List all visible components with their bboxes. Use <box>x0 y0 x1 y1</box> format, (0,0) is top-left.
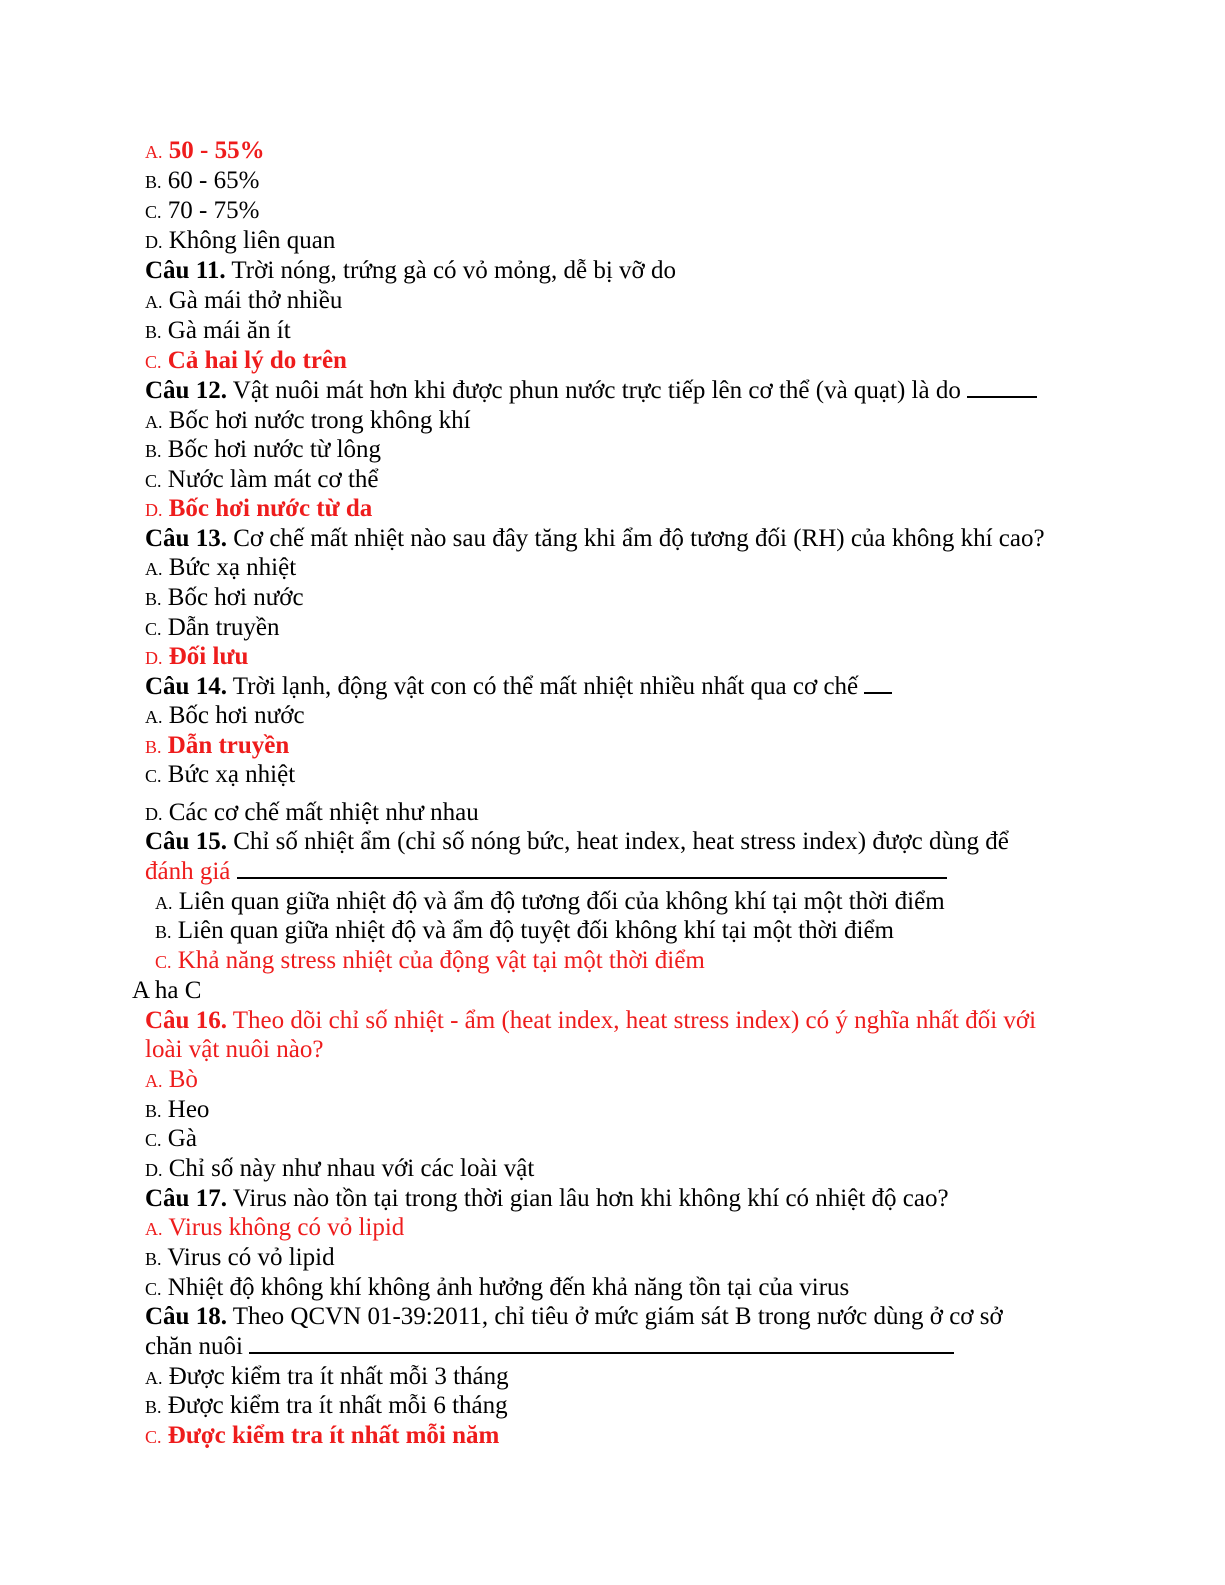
q12-option-b: B. Bốc hơi nước từ lông <box>145 436 382 463</box>
q16-stem-continued: loài vật nuôi nào? <box>145 1036 324 1063</box>
q10-option-c: C. 70 - 75% <box>145 197 260 224</box>
q14-option-c: C. Bức xạ nhiệt <box>145 761 296 788</box>
q16-option-d: D. Chỉ số này như nhau với các loài vật <box>145 1155 535 1182</box>
q14-option-a: A. Bốc hơi nước <box>145 702 305 729</box>
q13-option-b: B. Bốc hơi nước <box>145 584 304 611</box>
q11-option-b: B. Gà mái ăn ít <box>145 317 291 344</box>
q16-option-b: B. Heo <box>145 1096 210 1123</box>
q15-stem: Câu 15. Chỉ số nhiệt ẩm (chỉ số nóng bức, heat index, heat stress index) được dùng để <box>145 828 1009 855</box>
q13-option-c: C. Dẫn truyền <box>145 614 280 641</box>
q12-option-c: C. Nước làm mát cơ thể <box>145 466 379 493</box>
q10-option-d: D. Không liên quan <box>145 227 336 254</box>
q18-stem: Câu 18. Theo QCVN 01-39:2011, chỉ tiêu ở mức giám sát B trong nước dùng ở cơ sở <box>145 1303 1003 1330</box>
q13-option-d: D. Đối lưu <box>145 643 249 670</box>
q18-stem-continued: chăn nuôi <box>145 1332 954 1362</box>
q14-option-d: D. Các cơ chế mất nhiệt như nhau <box>145 799 479 826</box>
q11-option-c: C. Cả hai lý do trên <box>145 347 347 374</box>
q16-stem: Câu 16. Theo dõi chỉ số nhiệt - ẩm (heat index, heat stress index) có ý nghĩa nhất đối với <box>145 1007 1037 1034</box>
answer-blank <box>967 376 1037 398</box>
q13-option-a: A. Bức xạ nhiệt <box>145 554 297 581</box>
q16-option-a: A. Bò <box>145 1066 198 1093</box>
q18-option-a: A. Được kiểm tra ít nhất mỗi 3 tháng <box>145 1363 509 1390</box>
q11-option-a: A. Gà mái thở nhiều <box>145 287 343 314</box>
q10-option-b: B. 60 - 65% <box>145 167 260 194</box>
answer-blank <box>237 857 947 879</box>
answer-blank <box>249 1332 954 1354</box>
q11-stem: Câu 11. Trời nóng, trứng gà có vỏ mỏng, dễ bị vỡ do <box>145 257 677 284</box>
q10-option-a: A. 50 - 55% <box>145 137 265 164</box>
q15-option-a: A. Liên quan giữa nhiệt độ và ẩm độ tương đối của không khí tại một thời điểm <box>155 888 945 915</box>
q17-option-c: C. Nhiệt độ không khí không ảnh hưởng đến khả năng tồn tại của virus <box>145 1274 850 1301</box>
q12-stem: Câu 12. Vật nuôi mát hơn khi được phun nước trực tiếp lên cơ thể (và quạt) là do <box>145 376 1037 406</box>
q18-option-b: B. Được kiểm tra ít nhất mỗi 6 tháng <box>145 1392 508 1419</box>
q13-stem: Câu 13. Cơ chế mất nhiệt nào sau đây tăng khi ẩm độ tương đối (RH) của không khí cao? <box>145 525 1045 552</box>
q17-stem: Câu 17. Virus nào tồn tại trong thời gian lâu hơn khi không khí có nhiệt độ cao? <box>145 1185 949 1212</box>
q18-option-c: C. Được kiểm tra ít nhất mỗi năm <box>145 1422 500 1449</box>
q15-stem-continued: đánh giá <box>145 857 947 887</box>
q15-note: A ha C <box>132 977 202 1004</box>
q14-stem: Câu 14. Trời lạnh, động vật con có thể mất nhiệt nhiều nhất qua cơ chế <box>145 672 892 702</box>
q17-option-b: B. Virus có vỏ lipid <box>145 1244 335 1271</box>
q15-option-b: B. Liên quan giữa nhiệt độ và ẩm độ tuyệt đối không khí tại một thời điểm <box>155 917 895 944</box>
q12-option-d: D. Bốc hơi nước từ da <box>145 495 373 522</box>
q16-option-c: C. Gà <box>145 1125 197 1152</box>
q14-option-b: B. Dẫn truyền <box>145 732 290 759</box>
q17-option-a: A. Virus không có vỏ lipid <box>145 1214 405 1241</box>
q12-option-a: A. Bốc hơi nước trong không khí <box>145 407 471 434</box>
answer-blank <box>864 672 892 694</box>
q15-option-c: C. Khả năng stress nhiệt của động vật tại một thời điểm <box>155 947 705 974</box>
